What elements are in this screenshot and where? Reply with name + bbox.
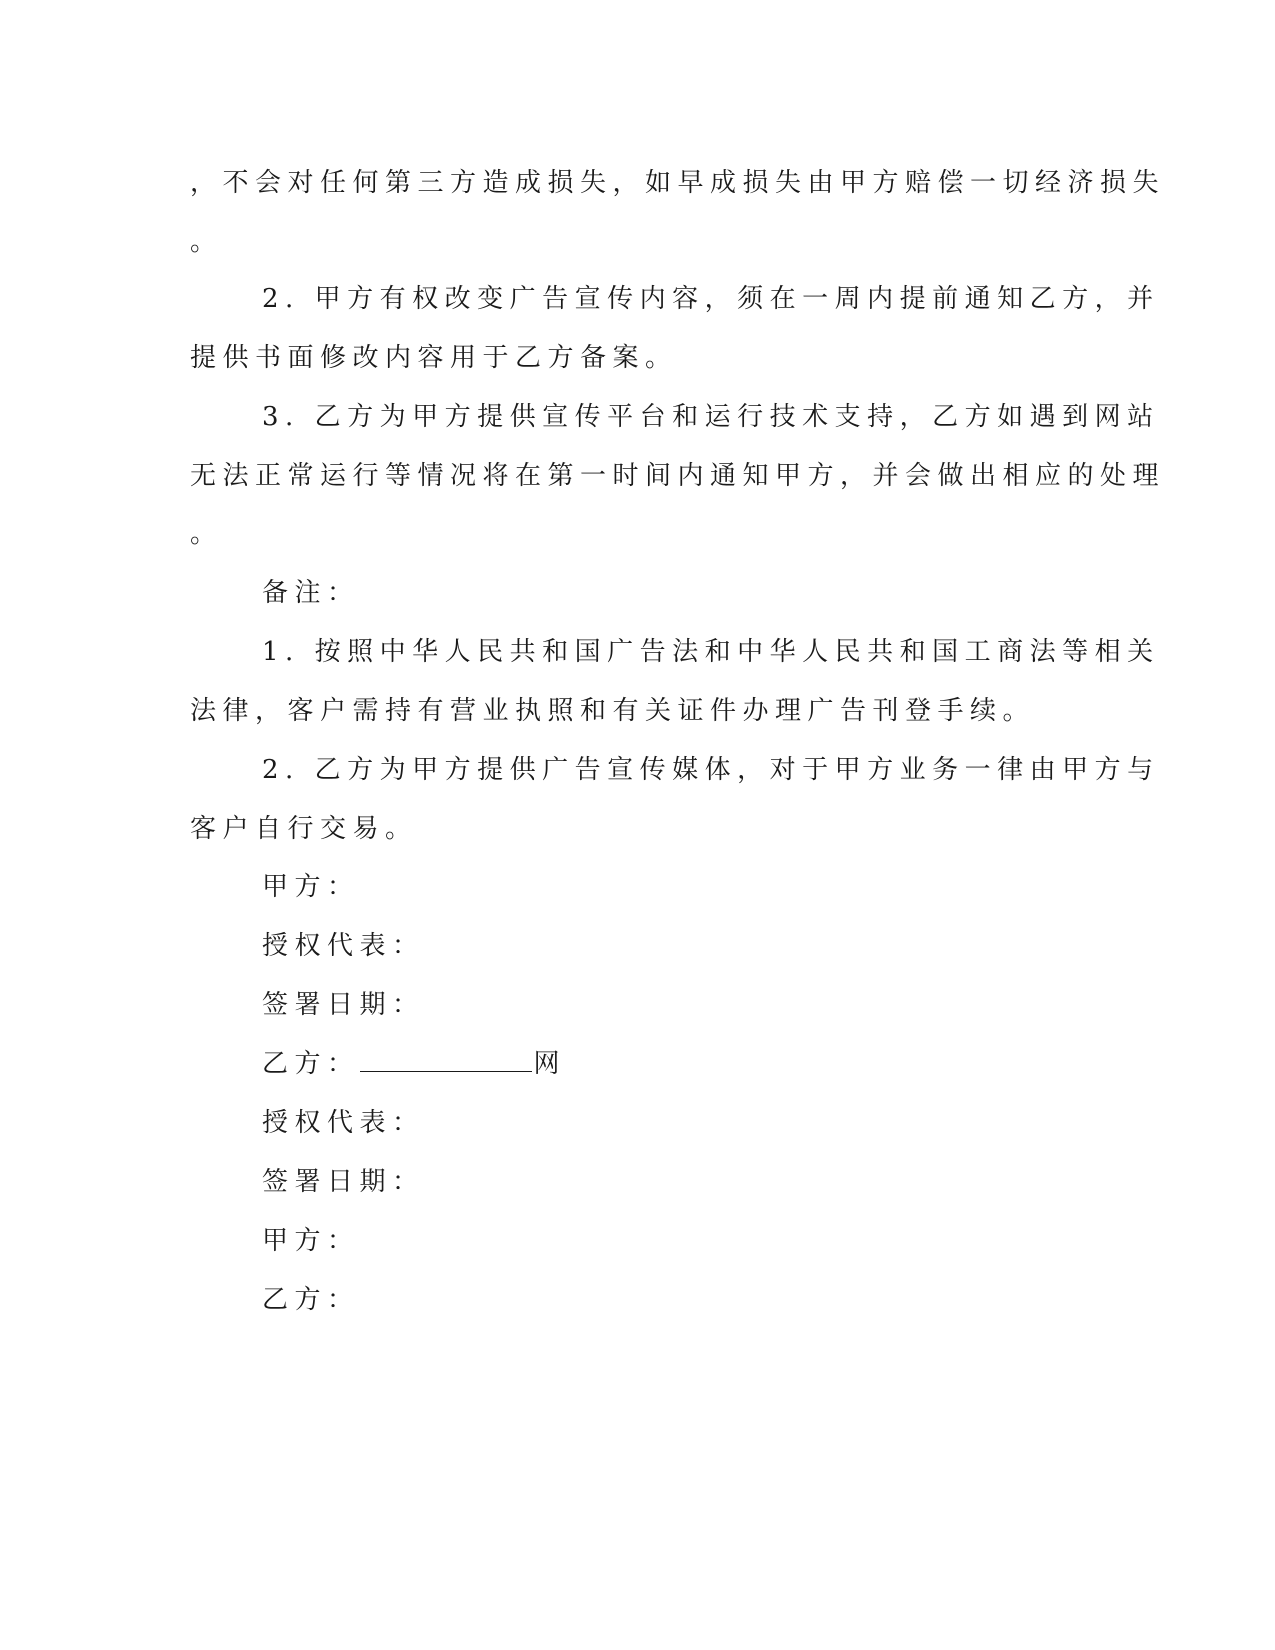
party-b-signing-date-label: 签署日期：	[262, 1167, 425, 1197]
paragraph-continuation-line-2: 。	[190, 227, 223, 257]
note-1-line-1: 1. 按照中华人民共和国广告法和中华人民共和国工商法等相关	[262, 637, 1160, 667]
clause-3-line-2: 无法正常运行等情况将在第一时间内通知甲方，并会做出相应的处理	[190, 461, 1166, 491]
note-2-line-2: 客户自行交易。	[190, 814, 418, 844]
party-b-line	[262, 1047, 566, 1081]
party-a-representative-label: 授权代表：	[262, 931, 425, 961]
paragraph-continuation-line-1: ，不会对任何第三方造成损失，如早成损失由甲方赔偿一切经济损失	[190, 168, 1166, 198]
clause-2-line-2: 提供书面修改内容用于乙方备案。	[190, 343, 678, 373]
clause-2-line-1: 2. 甲方有权改变广告宣传内容，须在一周内提前通知乙方，并	[262, 284, 1160, 314]
final-party-a-label: 甲方：	[262, 1226, 360, 1256]
clause-3-line-3: 。	[190, 519, 223, 549]
final-party-b-label: 乙方：	[262, 1285, 360, 1315]
party-a-signing-date-label: 签署日期：	[262, 990, 425, 1020]
clause-3-line-1: 3. 乙方为甲方提供宣传平台和运行技术支持，乙方如遇到网站	[262, 402, 1160, 432]
notes-heading: 备注：	[262, 578, 360, 608]
note-1-line-2: 法律，客户需持有营业执照和有关证件办理广告刊登手续。	[190, 696, 1036, 726]
party-b-suffix: 网	[533, 1049, 567, 1079]
note-2-line-1: 2. 乙方为甲方提供广告宣传媒体，对于甲方业务一律由甲方与	[262, 755, 1160, 785]
party-b-label: 乙方：	[262, 1049, 360, 1079]
party-b-representative-label: 授权代表：	[262, 1108, 425, 1138]
party-a-label: 甲方：	[262, 872, 360, 902]
party-b-name-blank	[360, 1047, 532, 1072]
